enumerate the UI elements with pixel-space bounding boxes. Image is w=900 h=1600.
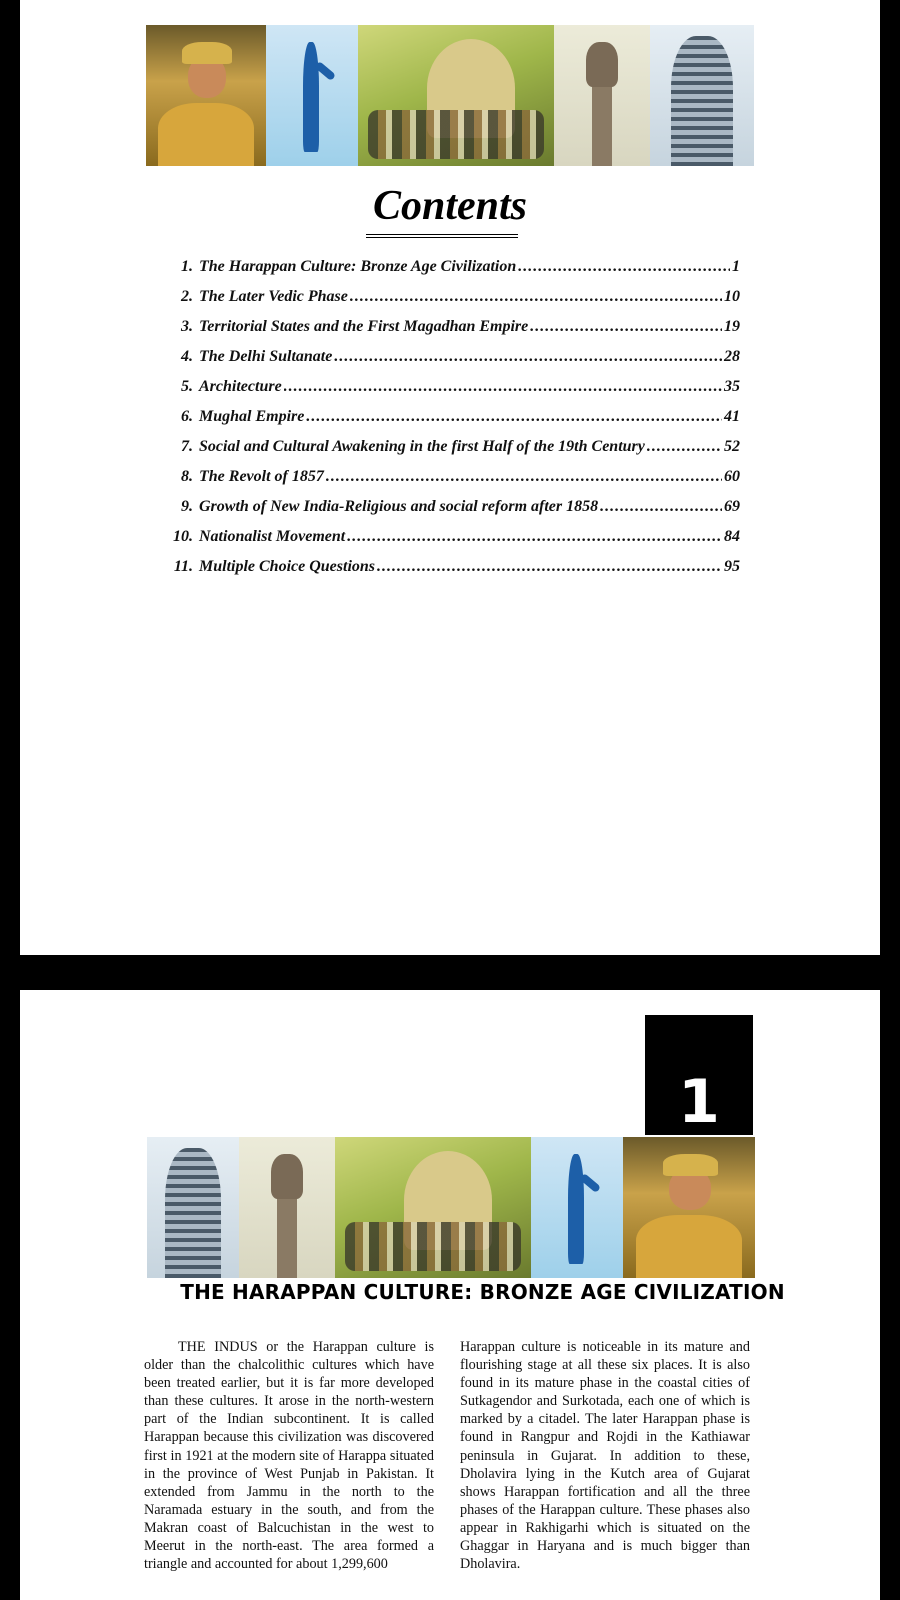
- toc-leader: [350, 288, 722, 306]
- toc-number: 5.: [181, 378, 193, 395]
- toc-title: Growth of New India-Religious and social reform after 1858: [199, 498, 599, 515]
- chapter-number: 1: [678, 1067, 720, 1137]
- contents-page: [20, 0, 880, 955]
- toc-entry[interactable]: [160, 438, 740, 468]
- lion-capital-icon: [554, 25, 650, 166]
- toc-leader: [347, 528, 722, 546]
- toc-page-number: 41: [724, 408, 740, 425]
- toc-leader: [600, 498, 722, 516]
- toc-title: The Later Vedic Phase: [199, 288, 348, 305]
- mughal-portrait-icon: [623, 1137, 755, 1278]
- toc-entry[interactable]: [160, 408, 740, 438]
- toc-entry[interactable]: [160, 528, 740, 558]
- toc-title: Mughal Empire: [199, 408, 305, 425]
- twisted-tower-icon: [147, 1137, 239, 1278]
- lion-capital-icon: [239, 1137, 335, 1278]
- toc-title: The Harappan Culture: Bronze Age Civilization: [199, 258, 517, 275]
- toc-page-number: 69: [724, 498, 740, 515]
- toc-page-number: 10: [724, 288, 740, 305]
- toc-title: Architecture: [199, 378, 282, 395]
- toc-page-number: 35: [724, 378, 740, 395]
- body-text-right-column: Harappan culture is noticeable in its mature and flourishing stage at all these six places. It is also found in its mature phase in the coastal cities of Sutkagendor and Surkotada, each one of which is marked by a citadel. The later Harappan phase is found in Rangpur and Rojdi in the Kathiawar peninsula in Gujarat. In addition to these, Dholavira lying in the Kutch area of Gujarat shows Harappan fortification and all the three phases of the Harappan culture. These phases also appear in Rakhigarhi which is situated on the Ghaggar in Haryana and is much bigger than Dholavira.: [460, 1339, 750, 1573]
- chapter-page: [20, 990, 880, 1600]
- toc-number: 10.: [173, 528, 193, 545]
- toc-page-number: 52: [724, 438, 740, 455]
- body-text-left-column: THE INDUS or the Harappan culture is older than the chalcolithic cultures which have been treated earlier, but it is far more developed than these cultures. It arose in the north-western part of the Indian subcontinent. It is called Harappan because this civilization was discovered first in 1921 at the modern site of Harappa situated in the province of West Punjab in Pakistan. It extended from Jammu in the north to the Naramada estuary in the south, and from the Makran coast of Balcuchistan in the west to Meerut in the north-east. The area formed a triangle and accounted for about 1,299,600: [144, 1339, 434, 1573]
- toc-page-number: 1: [732, 258, 740, 275]
- toc-leader: [284, 378, 722, 396]
- mughal-portrait-icon: [146, 25, 266, 166]
- toc-leader: [334, 348, 722, 366]
- toc-number: 4.: [181, 348, 193, 365]
- toc-entry[interactable]: [160, 288, 740, 318]
- title-underline: [366, 234, 518, 238]
- toc-title: The Revolt of 1857: [199, 468, 324, 485]
- toc-entry[interactable]: [160, 348, 740, 378]
- toc-page-number: 19: [724, 318, 740, 335]
- battle-painting-icon: [335, 1137, 531, 1278]
- toc-page-number: 95: [724, 558, 740, 575]
- chapter-banner: [147, 1137, 755, 1278]
- toc-entry[interactable]: [160, 258, 740, 288]
- toc-number: 7.: [181, 438, 193, 455]
- bronze-dancer-icon: [531, 1137, 623, 1278]
- toc-leader: [377, 558, 722, 576]
- toc-page-number: 60: [724, 468, 740, 485]
- toc-number: 8.: [181, 468, 193, 485]
- toc-entry[interactable]: [160, 378, 740, 408]
- toc-title: Nationalist Movement: [199, 528, 346, 545]
- toc-entry[interactable]: [160, 318, 740, 348]
- toc-title: Social and Cultural Awakening in the first Half of the 19th Century: [199, 438, 645, 455]
- toc-title: The Delhi Sultanate: [199, 348, 333, 365]
- toc-leader: [326, 468, 722, 486]
- battle-painting-icon: [358, 25, 554, 166]
- toc-number: 11.: [173, 558, 193, 575]
- toc-title: Territorial States and the First Magadhan Empire: [199, 318, 529, 335]
- toc-number: 1.: [181, 258, 193, 275]
- toc-number: 9.: [181, 498, 193, 515]
- bronze-dancer-icon: [266, 25, 358, 166]
- toc-number: 2.: [181, 288, 193, 305]
- toc-number: 6.: [181, 408, 193, 425]
- toc-title: Multiple Choice Questions: [199, 558, 376, 575]
- chapter-title: THE HARAPPAN CULTURE: BRONZE AGE CIVILIZATION: [180, 1280, 785, 1304]
- toc-page-number: 84: [724, 528, 740, 545]
- page-title: Contents: [372, 183, 528, 229]
- toc-leader: [530, 318, 722, 336]
- toc-entry[interactable]: [160, 468, 740, 498]
- header-banner: [146, 25, 754, 166]
- table-of-contents: [160, 258, 740, 588]
- toc-leader: [647, 438, 722, 456]
- toc-entry[interactable]: [160, 558, 740, 588]
- toc-number: 3.: [181, 318, 193, 335]
- toc-page-number: 28: [724, 348, 740, 365]
- toc-entry[interactable]: [160, 498, 740, 528]
- twisted-tower-icon: [650, 25, 754, 166]
- toc-leader: [518, 258, 730, 276]
- chapter-number-box: [645, 1015, 753, 1135]
- toc-leader: [306, 408, 722, 426]
